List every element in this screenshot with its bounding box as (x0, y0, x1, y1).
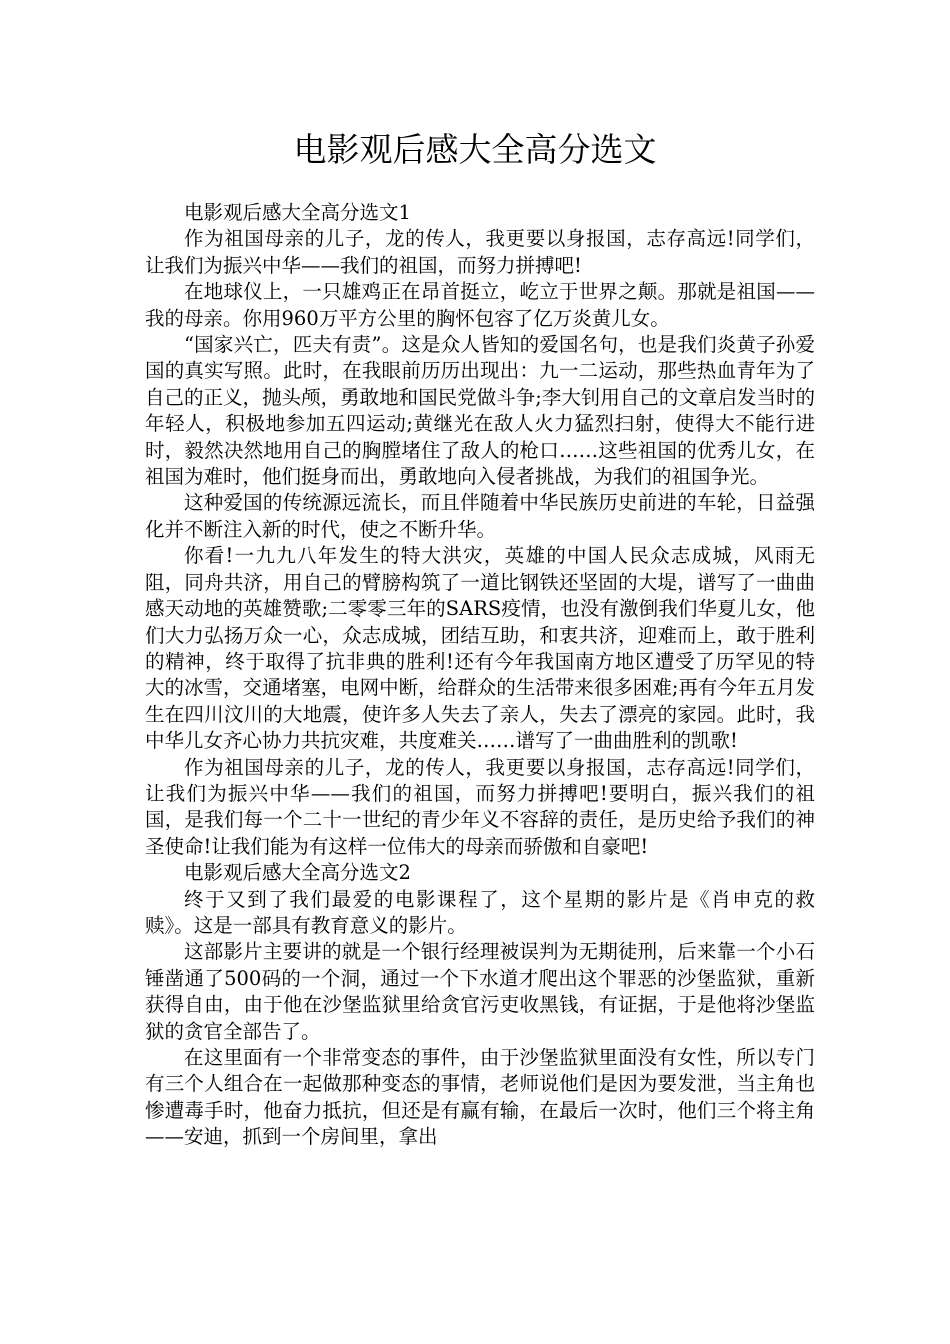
paragraph: 这种爱国的传统源远流长，而且伴随着中华民族历史前进的车轮，日益强化并不断注入新的时代，使之不断升华。 (145, 491, 815, 541)
paragraph: 作为祖国母亲的儿子，龙的传人，我更要以身报国，志存高远!同学们，让我们为振兴中华——我们的祖国，而努力拼搏吧!要明白，振兴我们的祖国，是我们每一个二十一世纪的青少年义不容辞的责任，是历史给予我们的神圣使命!让我们能为有这样一位伟大的母亲而骄傲和自豪吧! (145, 755, 815, 858)
essay-section-1 (145, 200, 815, 860)
paragraph: 在这里面有一个非常变态的事件，由于沙堡监狱里面没有女性，所以专门有三个人组合在一起做那种变态的事情，老师说他们是因为要发泄，当主角也惨遭毒手时，他奋力抵抗，但还是有赢有输，在最后一次时，他们三个将主角——安迪，抓到一个房间里，拿出 (145, 1046, 815, 1149)
paragraph: 在地球仪上，一只雄鸡正在昂首挺立，屹立于世界之颠。那就是祖国——我的母亲。你用960万平方公里的胸怀包容了亿万炎黄儿女。 (145, 280, 815, 330)
paragraph: 作为祖国母亲的儿子，龙的传人，我更要以身报国，志存高远!同学们，让我们为振兴中华——我们的祖国，而努力拼搏吧! (145, 227, 815, 277)
paragraph: “国家兴亡，匹夫有责”。这是众人皆知的爱国名句，也是我们炎黄子孙爱国的真实写照。此时，在我眼前历历出现出：九一二运动，那些热血青年为了自己的正义，抛头颅，勇敢地和国民党做斗争;李大钊用自己的文章启发当时的年轻人，积极地参加五四运动;黄继光在敌人火力猛烈扫射，使得大不能行进时，毅然决然地用自己的胸膛堵住了敌人的枪口……这些祖国的优秀儿女，在祖国为难时，他们挺身而出，勇敢地向入侵者挑战，为我们的祖国争光。 (145, 333, 815, 489)
section-heading: 电影观后感大全高分选文1 (184, 201, 411, 224)
page-title: 电影观后感大全高分选文 (293, 130, 657, 169)
section-heading: 电影观后感大全高分选文2 (184, 861, 411, 885)
paragraph: 这部影片主要讲的就是一个银行经理被误判为无期徒刑，后来靠一个小石锤凿通了500码的一个洞，通过一个下水道才爬出这个罪恶的沙堡监狱，重新获得自由，由于他在沙堡监狱里给贪官污吏收黑钱，有证据，于是他将沙堡监狱的贪官全部告了。 (145, 940, 815, 1043)
document-body (145, 200, 815, 1151)
paragraph: 你看!一九九八年发生的特大洪灾，英雄的中国人民众志成城，风雨无阻，同舟共济，用自己的臂膀构筑了一道比钢铁还坚固的大堤，谱写了一曲曲感天动地的英雄赞歌;二零零三年的SARS疫情，也没有激倒我们华夏儿女，他们大力弘扬万众一心，众志成城，团结互助，和衷共济，迎难而上，敢于胜利的精神，终于取得了抗非典的胜利!还有今年我国南方地区遭受了历罕见的特大的冰雪，交通堵塞，电网中断，给群众的生活带来很多困难;再有今年五月发生在四川汶川的大地震，使许多人失去了亲人，失去了漂亮的家园。此时，我中华儿女齐心协力共抗灾难，共度难关……谱写了一曲曲胜利的凯歌! (145, 544, 815, 753)
essay-section-2 (145, 860, 815, 1150)
paragraph: 终于又到了我们最爱的电影课程了，这个星期的影片是《肖申克的救赎》。这是一部具有教育意义的影片。 (145, 887, 815, 937)
